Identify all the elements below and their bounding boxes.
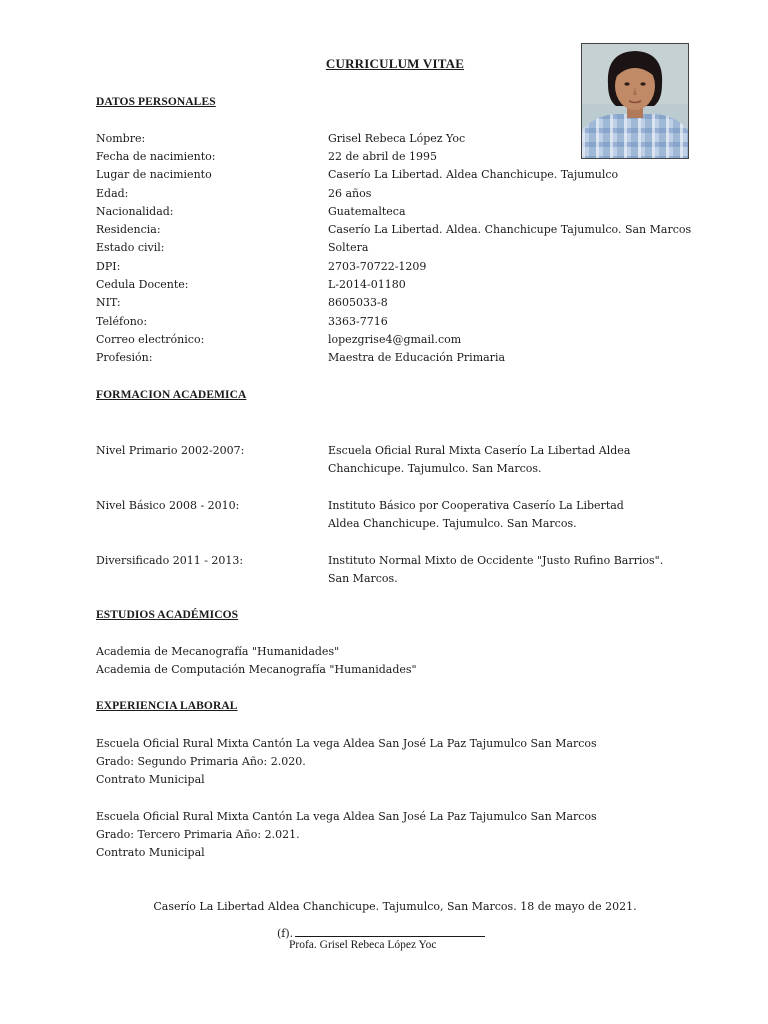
personal-row-nacionalidad [96, 205, 716, 223]
field-label: Nacionalidad: [96, 205, 174, 218]
section-datos-personales: DATOS PERSONALES [96, 96, 216, 108]
experiencia-2-school: Escuela Oficial Rural Mixta Cantón La vega Aldea San José La Paz Tajumulco San Marcos [96, 810, 597, 823]
experiencia-2-grade: Grado: Tercero Primaria Año: 2.021. [96, 828, 300, 841]
field-value: L-2014-01180 [328, 278, 406, 291]
signature-rule [295, 926, 485, 937]
section-formacion-academica: FORMACION ACADEMICA [96, 389, 247, 401]
field-value: 22 de abril de 1995 [328, 150, 437, 163]
section-experiencia-laboral: EXPERIENCIA LABORAL [96, 700, 238, 712]
personal-row-nombre [96, 132, 716, 150]
field-value: Guatemalteca [328, 205, 406, 218]
field-label: Profesión: [96, 351, 153, 364]
formacion-primaria-line2: Chanchicupe. Tajumulco. San Marcos. [328, 462, 542, 475]
field-label: DPI: [96, 260, 121, 273]
signer-name: Profa. Grisel Rebeca López Yoc [289, 939, 437, 951]
field-label: Lugar de nacimiento [96, 168, 212, 181]
field-label: Fecha de nacimiento: [96, 150, 216, 163]
personal-row-telefono [96, 315, 716, 333]
field-value: Grisel Rebeca López Yoc [328, 132, 466, 145]
personal-row-profesion [96, 351, 716, 369]
formacion-basico-label: Nivel Básico 2008 - 2010: [96, 499, 240, 512]
personal-row-estado-civil [96, 241, 716, 259]
formacion-diversificado-line1: Instituto Normal Mixto de Occidente "Justo Rufino Barrios". [328, 554, 664, 567]
field-label: Edad: [96, 187, 129, 200]
formacion-basico-line2: Aldea Chanchicupe. Tajumulco. San Marcos. [328, 517, 577, 530]
formacion-diversificado-line2: San Marcos. [328, 572, 398, 585]
experiencia-2-contract: Contrato Municipal [96, 846, 205, 859]
field-value: 8605033-8 [328, 296, 388, 309]
experiencia-1-grade: Grado: Segundo Primaria Año: 2.020. [96, 755, 306, 768]
personal-row-edad [96, 187, 716, 205]
footer-place-date: Caserío La Libertad Aldea Chanchicupe. Tajumulco, San Marcos. 18 de mayo de 2021. [153, 900, 637, 913]
estudio-item: Academia de Mecanografía "Humanidades" [96, 645, 340, 658]
field-label: Residencia: [96, 223, 161, 236]
experiencia-1-contract: Contrato Municipal [96, 773, 205, 786]
signature-line [277, 926, 485, 940]
field-value: 3363-7716 [328, 315, 388, 328]
experiencia-1-school: Escuela Oficial Rural Mixta Cantón La vega Aldea San José La Paz Tajumulco San Marcos [96, 737, 597, 750]
field-value: Caserío La Libertad. Aldea Chanchicupe. Tajumulco [328, 168, 619, 181]
personal-row-fecha-nacimiento [96, 150, 716, 168]
formacion-basico-line1: Instituto Básico por Cooperativa Caserío La Libertad [328, 499, 624, 512]
field-value: lopezgrise4@gmail.com [328, 333, 462, 346]
formacion-diversificado-label: Diversificado 2011 - 2013: [96, 554, 244, 567]
field-label: NIT: [96, 296, 121, 309]
estudio-item: Academia de Computación Mecanografía "Humanidades" [96, 663, 417, 676]
formacion-primaria-label: Nivel Primario 2002-2007: [96, 444, 245, 457]
field-label: Nombre: [96, 132, 146, 145]
personal-row-residencia [96, 223, 716, 241]
personal-row-nit [96, 296, 716, 314]
field-value: Soltera [328, 241, 369, 254]
field-label: Estado civil: [96, 241, 165, 254]
field-label: Correo electrónico: [96, 333, 205, 346]
field-value: 2703-70722-1209 [328, 260, 427, 273]
cv-title: CURRICULUM VITAE [325, 56, 465, 71]
field-label: Teléfono: [96, 315, 148, 328]
personal-row-cedula-docente [96, 278, 716, 296]
personal-row-lugar-nacimiento [96, 168, 716, 186]
formacion-primaria-line1: Escuela Oficial Rural Mixta Caserío La Libertad Aldea [328, 444, 631, 457]
personal-row-dpi [96, 260, 716, 278]
signature-prefix: (f). [277, 927, 294, 940]
field-value: 26 años [328, 187, 372, 200]
section-estudios-academicos: ESTUDIOS ACADÉMICOS [96, 609, 239, 621]
field-label: Cedula Docente: [96, 278, 189, 291]
field-value: Caserío La Libertad. Aldea. Chanchicupe Tajumulco. San Marcos [328, 223, 692, 236]
personal-row-correo [96, 333, 716, 351]
field-value: Maestra de Educación Primaria [328, 351, 506, 364]
